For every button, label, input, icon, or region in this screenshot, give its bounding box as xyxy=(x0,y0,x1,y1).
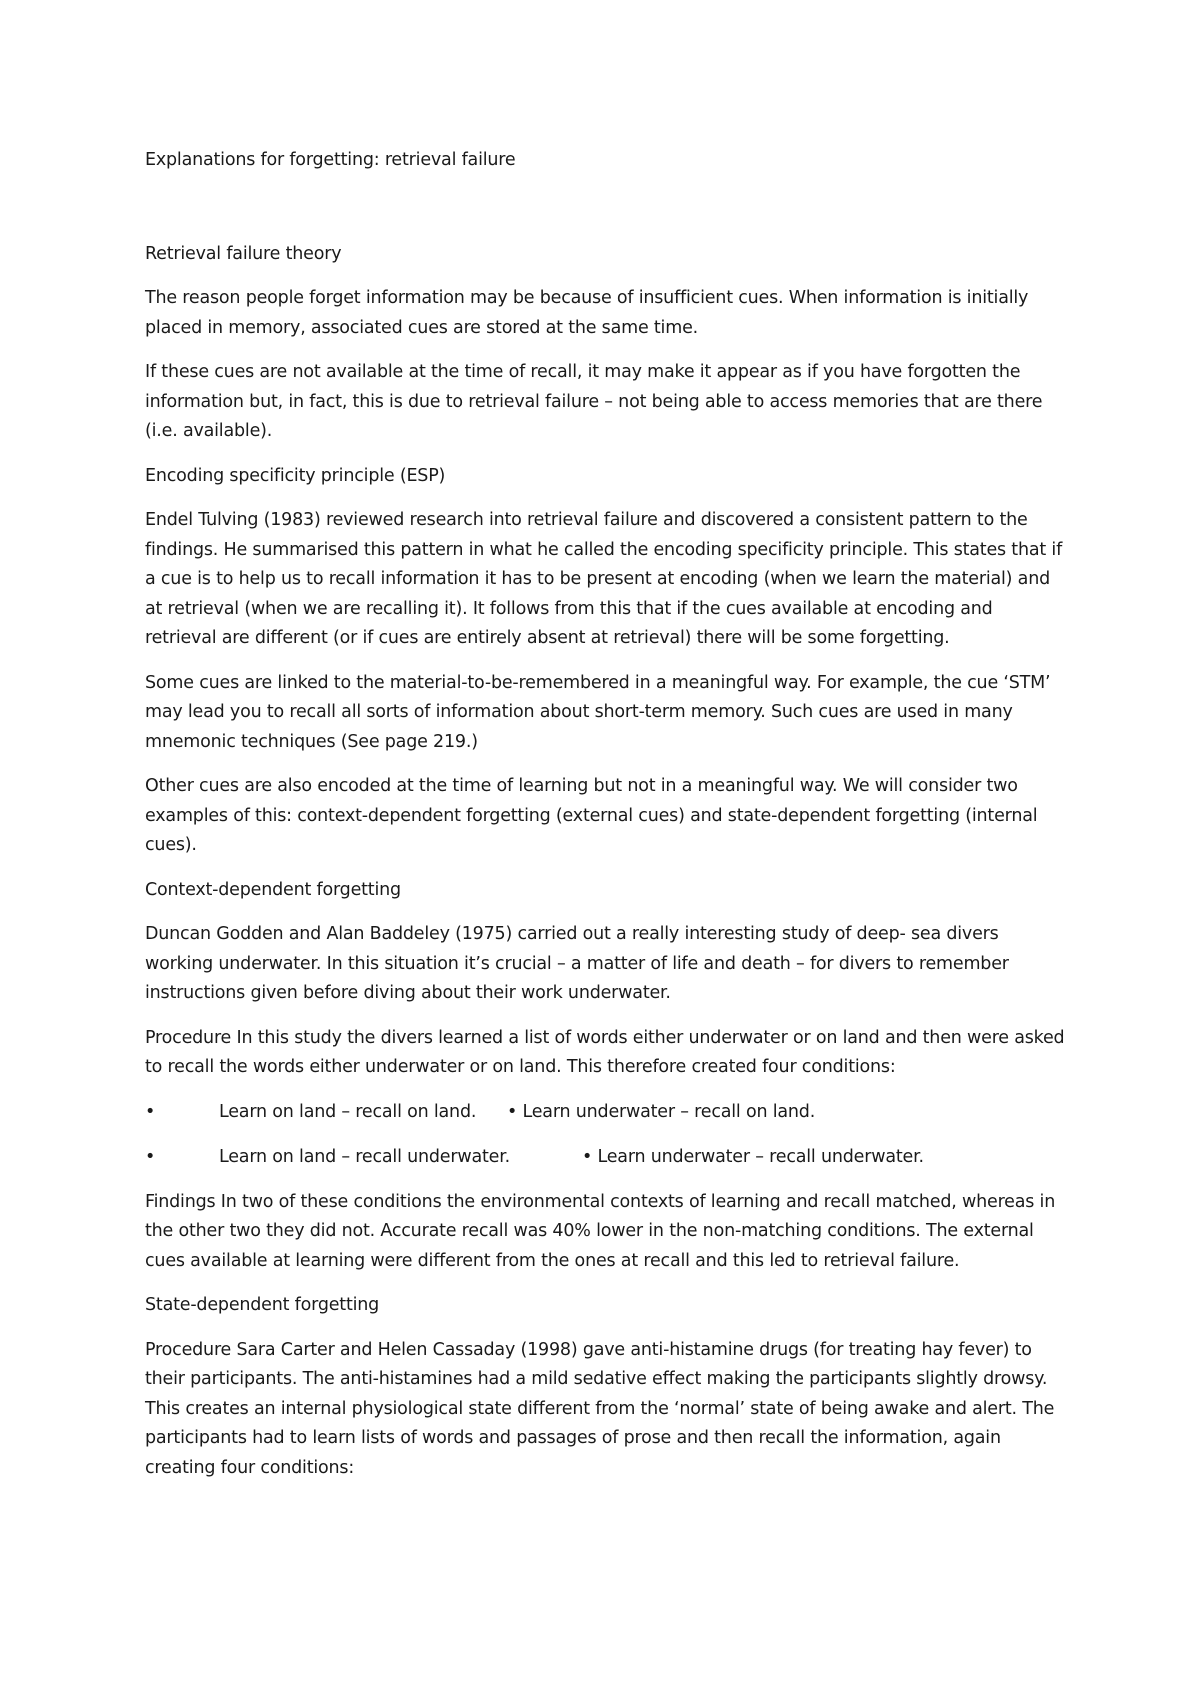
bullet-item: Learn on land – recall on land. xyxy=(219,1101,477,1122)
paragraph: Duncan Godden and Alan Baddeley (1975) carried out a really interesting study of deep- sea divers working underwater. In this situation it’s crucial – a matter of life and death – for divers to remember instructions given before diving about their work underwater. xyxy=(145,924,1009,1003)
bullet-row xyxy=(145,1098,1065,1128)
paragraph: The reason people forget information may be because of insufficient cues. When information is initially placed in memory, associated cues are stored at the same time. xyxy=(145,288,1029,338)
paragraph: Other cues are also encoded at the time of learning but not in a meaningful way. We will consider two examples of this: context-dependent forgetting (external cues) and state-dependent forgetting (internal cues). xyxy=(145,776,1038,855)
bullet-item: • Learn underwater – recall underwater. xyxy=(582,1146,924,1167)
heading-encoding-specificity-principle: Encoding specificity principle (ESP) xyxy=(145,465,446,486)
paragraph: Procedure Sara Carter and Helen Cassaday (1998) gave anti-histamine drugs (for treating hay fever) to their participants. The anti-histamines had a mild sedative effect making the participants slightly drowsy. This creates an internal physiological state different from the ‘normal’ state of being awake and alert. The participants had to learn lists of words and passages of prose and then recall the information, again creating four conditions: xyxy=(145,1339,1055,1478)
heading-context-dependent-forgetting: Context-dependent forgetting xyxy=(145,879,401,900)
document-body xyxy=(145,146,1065,1498)
paragraph: Procedure In this study the divers learned a list of words either underwater or on land and then were asked to recall the words either underwater or on land. This therefore created four conditions: xyxy=(145,1027,1065,1077)
heading-state-dependent-forgetting: State-dependent forgetting xyxy=(145,1295,380,1315)
bullet-item: • Learn underwater – recall on land. xyxy=(507,1101,816,1122)
paragraph: Some cues are linked to the material-to-be-remembered in a meaningful way. For example, the cue ‘STM’ may lead you to recall all sorts of information about short-term memory. Such cues are used in many mnemonic techniques (See page 219.) xyxy=(145,672,1051,752)
bullet-item: Learn on land – recall underwater. xyxy=(219,1146,510,1167)
paragraph: Endel Tulving (1983) reviewed research into retrieval failure and discovered a consistent pattern to the findings. He summarised this pattern in what he called the encoding specificity principle. This states that if a cue is to help us to recall information it has to be present at encoding (when we learn the material) and at retrieval (when we are recalling it). It follows from this that if the cues available at encoding and retrieval are different (or if cues are entirely absent at retrieval) there will be some forgetting. xyxy=(145,510,1063,648)
bullet-icon: • xyxy=(145,1146,156,1167)
bullet-icon: • xyxy=(145,1101,156,1122)
paragraph: If these cues are not available at the time of recall, it may make it appear as if you have forgotten the information but, in fact, this is due to retrieval failure – not being able to access memories that are there (i.e. available). xyxy=(145,362,1043,441)
paragraph: Findings In two of these conditions the environmental contexts of learning and recall matched, whereas in the other two they did not. Accurate recall was 40% lower in the non-matching conditions. The external cues available at learning were different from the ones at recall and this led to retrieval failure. xyxy=(145,1191,1056,1271)
document-title: Explanations for forgetting: retrieval failure xyxy=(145,150,516,170)
heading-retrieval-failure-theory: Retrieval failure theory xyxy=(145,243,342,264)
bullet-row xyxy=(145,1143,1065,1173)
